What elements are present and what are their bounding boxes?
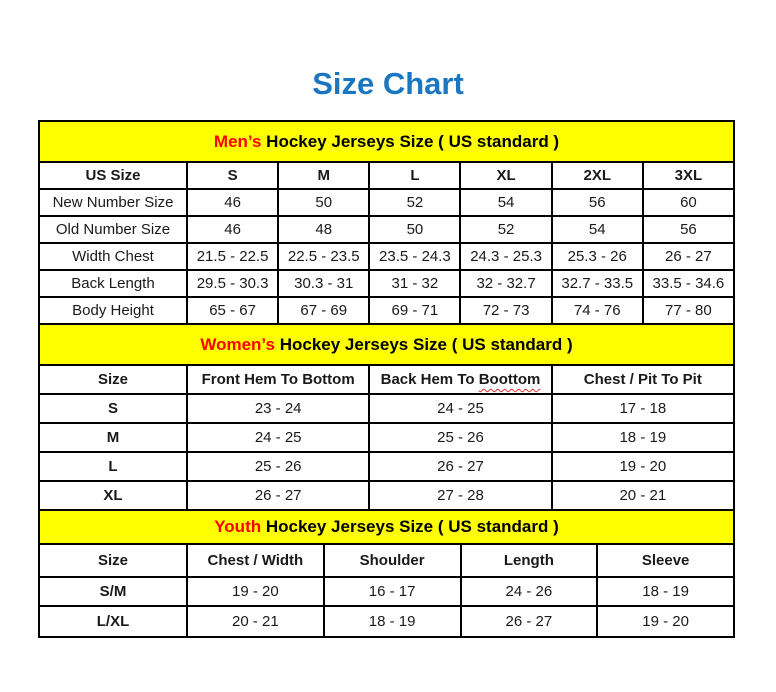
column-header: S [186,163,277,188]
cell-value: 52 [368,190,459,215]
table-row [40,298,733,325]
column-header: Chest / Pit To Pit [551,366,733,393]
cell-value: 56 [551,190,642,215]
column-header: US Size [85,167,141,184]
cell-value: 19 - 20 [551,453,733,480]
misspelled-word: Boottom [478,371,541,388]
cell-value: 69 - 71 [368,298,459,323]
cell-value: 60 [642,190,733,215]
table-row [40,424,733,453]
column-header: 2XL [551,163,642,188]
cell-value: 26 - 27 [368,453,550,480]
table-header-row [40,366,733,395]
cell-value: 21.5 - 22.5 [186,244,277,269]
cell-value: 24 - 26 [460,578,597,605]
table-row [40,190,733,217]
cell-value: 24 - 25 [368,395,550,422]
column-header: Chest / Width [186,545,323,576]
table-row [40,453,733,482]
row-label: S [107,400,118,417]
row-label: XL [103,487,123,504]
table-row [40,482,733,511]
mens-section-header-text: Hockey Jerseys Size ( US standard ) [261,131,560,151]
column-header: Size [97,371,128,388]
youth-section-header [40,511,733,545]
cell-value: 31 - 32 [368,271,459,296]
column-header: Sleeve [596,545,733,576]
cell-value: 29.5 - 30.3 [186,271,277,296]
mens-section-header-accent: Men’s [213,131,262,151]
table-row [40,244,733,271]
row-label: Body Height [72,302,154,319]
cell-value: 26 - 27 [186,482,368,509]
cell-value: 20 - 21 [186,607,323,636]
cell-value: 18 - 19 [596,578,733,605]
table-header-row [40,545,733,578]
mens-section [40,122,733,325]
womens-section-header [40,325,733,366]
table-header-row [40,163,733,190]
cell-value: 54 [551,217,642,242]
cell-value: 24.3 - 25.3 [459,244,550,269]
row-label: Width Chest [72,248,154,265]
column-header: M [277,163,368,188]
column-header: Shoulder [323,545,460,576]
youth-section-header-text: Hockey Jerseys Size ( US standard ) [261,517,559,536]
cell-value: 25 - 26 [186,453,368,480]
mens-section-header [40,122,733,163]
cell-value: 32.7 - 33.5 [551,271,642,296]
row-label: Back Length [71,275,155,292]
row-label: L [108,458,118,475]
womens-table [40,366,733,511]
column-header: L [368,163,459,188]
table-row [40,217,733,244]
cell-value: 27 - 28 [368,482,550,509]
cell-value: 25.3 - 26 [551,244,642,269]
mens-table [40,163,733,325]
size-table [38,120,735,638]
column-header: Length [460,545,597,576]
cell-value: 50 [368,217,459,242]
cell-value: 20 - 21 [551,482,733,509]
table-row [40,395,733,424]
cell-value: 56 [642,217,733,242]
column-header: Front Hem To Bottom [186,366,368,393]
cell-value: 17 - 18 [551,395,733,422]
cell-value: 16 - 17 [323,578,460,605]
row-label: S/M [99,583,127,600]
youth-table [40,545,733,636]
page-title: Size Chart [312,66,464,101]
cell-value: 26 - 27 [460,607,597,636]
cell-value: 23 - 24 [186,395,368,422]
table-row [40,578,733,607]
cell-value: 18 - 19 [323,607,460,636]
youth-section-header-accent: Youth [214,517,262,536]
cell-value: 25 - 26 [368,424,550,451]
womens-section-header-text: Hockey Jerseys Size ( US standard ) [274,334,573,354]
cell-value: 54 [459,190,550,215]
cell-value: 77 - 80 [642,298,733,323]
cell-value: 46 [186,217,277,242]
cell-value: 22.5 - 23.5 [277,244,368,269]
column-header [368,366,550,393]
cell-value: 32 - 32.7 [459,271,550,296]
cell-value: 74 - 76 [551,298,642,323]
youth-section [40,511,733,636]
column-header: Size [97,552,128,569]
cell-value: 23.5 - 24.3 [368,244,459,269]
row-label: L/XL [96,613,130,630]
row-label: Old Number Size [55,221,171,238]
column-header: 3XL [642,163,733,188]
cell-value: 65 - 67 [186,298,277,323]
cell-value: 19 - 20 [596,607,733,636]
cell-value: 52 [459,217,550,242]
cell-value: 48 [277,217,368,242]
row-label: New Number Size [52,194,174,211]
cell-value: 26 - 27 [642,244,733,269]
womens-section-header-accent: Women’s [200,334,275,354]
table-row [40,271,733,298]
cell-value: 33.5 - 34.6 [642,271,733,296]
cell-value: 67 - 69 [277,298,368,323]
cell-value: 19 - 20 [186,578,323,605]
womens-section [40,325,733,511]
table-row [40,607,733,636]
cell-value: 30.3 - 31 [277,271,368,296]
cell-value: 50 [277,190,368,215]
column-header: XL [459,163,550,188]
row-label: M [106,429,120,446]
cell-value: 46 [186,190,277,215]
cell-value: 72 - 73 [459,298,550,323]
cell-value: 18 - 19 [551,424,733,451]
cell-value: 24 - 25 [186,424,368,451]
column-header-text: Back Hem To [380,371,479,388]
